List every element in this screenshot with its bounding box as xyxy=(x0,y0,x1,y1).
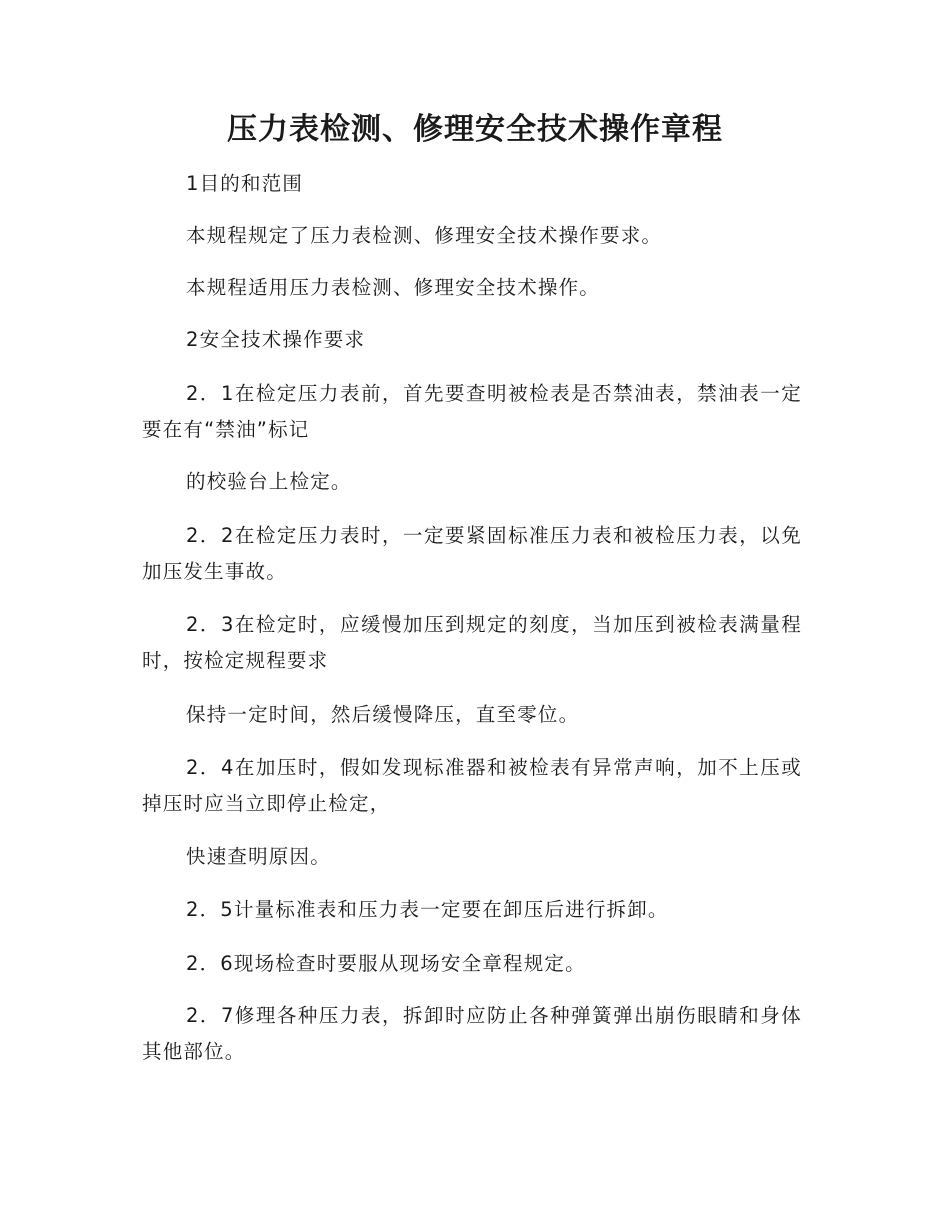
section-heading-scope: 1目的和范围 xyxy=(186,172,304,195)
paragraph: 2．2在检定压力表时，一定要紧固标准压力表和被检压力表，以免加压发生事故。 xyxy=(142,524,802,583)
paragraph: 本规程规定了压力表检测、修理安全技术操作要求。 xyxy=(186,224,663,247)
paragraph: 本规程适用压力表检测、修理安全技术操作。 xyxy=(186,276,601,299)
paragraph: 保持一定时间，然后缓慢降压，直至零位。 xyxy=(186,703,580,726)
paragraph: 快速查明原因。 xyxy=(186,845,331,868)
paragraph: 2．7修理各种压力表，拆卸时应防止各种弹簧弹出崩伤眼睛和身体其他部位。 xyxy=(142,1004,802,1063)
paragraph: 的校验台上检定。 xyxy=(186,470,352,493)
paragraph: 2．4在加压时，假如发现标准器和被检表有异常声响，加不上压或掉压时应当立即停止检定， xyxy=(142,756,802,815)
paragraph: 2．3在检定时，应缓慢加压到规定的刻度，当加压到被检表满量程时，按检定规程要求 xyxy=(142,613,802,672)
paragraph: 2．5计量标准表和压力表一定要在卸压后进行拆卸。 xyxy=(186,898,669,921)
paragraph: 2．6现场检查时要服从现场安全章程规定。 xyxy=(186,952,586,975)
document-title: 压力表检测、修理安全技术操作章程 xyxy=(227,112,723,147)
paragraph: 2．1在检定压力表前，首先要查明被检表是否禁油表，禁油表一定要在有“禁油”标记 xyxy=(142,382,802,441)
section-heading-requirements: 2安全技术操作要求 xyxy=(186,328,366,351)
